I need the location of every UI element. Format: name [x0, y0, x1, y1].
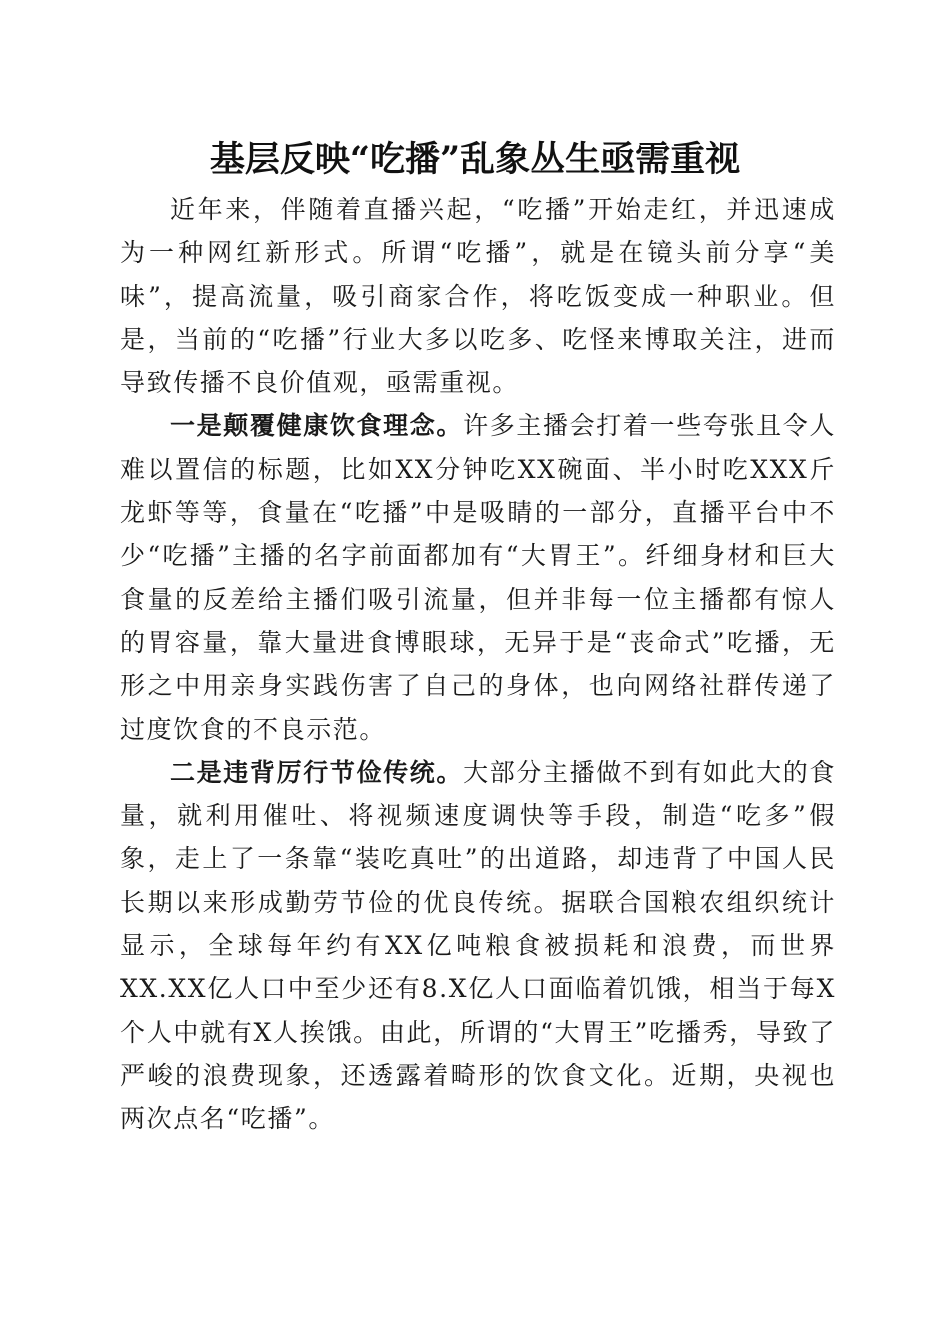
- paragraph-point-two: [120, 751, 836, 1141]
- paragraph-text: 近年来，伴随着直播兴起，“吃播”开始走红，并迅速成为一种网红新形式。所谓“吃播”，就是在镜头前分享“美味”，提高流量，吸引商家合作，将吃饭变成一种职业。但是，当前的“吃播”行业大多以吃多、吃怪来博取关注，进而导致传播不良价值观，亟需重视。: [120, 195, 836, 398]
- paragraph-lead: 一是颠覆健康饮食理念。: [170, 411, 464, 441]
- document-body: [120, 188, 836, 1141]
- paragraph-intro: [120, 188, 836, 404]
- paragraph-text: 大部分主播做不到有如此大的食量，就利用催吐、将视频速度调快等手段，制造“吃多”假象，走上了一条靠“装吃真吐”的出道路，却违背了中国人民长期以来形成勤劳节俭的优良传统。据联合国粮农组织统计显示，全球每年约有XX亿吨粮食被损耗和浪费，而世界XX.XX亿人口中至少还有8.X亿人口面临着饥饿，相当于每X个人中就有X人挨饿。由此，所谓的“大胃王”吃播秀，导致了严峻的浪费现象，还透露着畸形的饮食文化。近期，央视也两次点名“吃播”。: [120, 757, 836, 1134]
- paragraph-text: 许多主播会打着一些夸张且令人难以置信的标题，比如XX分钟吃XX碗面、半小时吃XXX斤龙虾等等，食量在“吃播”中是吸睛的一部分，直播平台中不少“吃播”主播的名字前面都加有“大胃王”。纤细身材和巨大食量的反差给主播们吸引流量，但并非每一位主播都有惊人的胃容量，靠大量进食博眼球，无异于是“丧命式”吃播，无形之中用亲身实践伤害了自己的身体，也向网络社群传递了过度饮食的不良示范。: [120, 411, 836, 744]
- paragraph-point-one: [120, 404, 836, 750]
- document-title: 基层反映“吃播”乱象丛生亟需重视: [209, 139, 741, 180]
- paragraph-lead: 二是违背厉行节俭传统。: [170, 757, 464, 787]
